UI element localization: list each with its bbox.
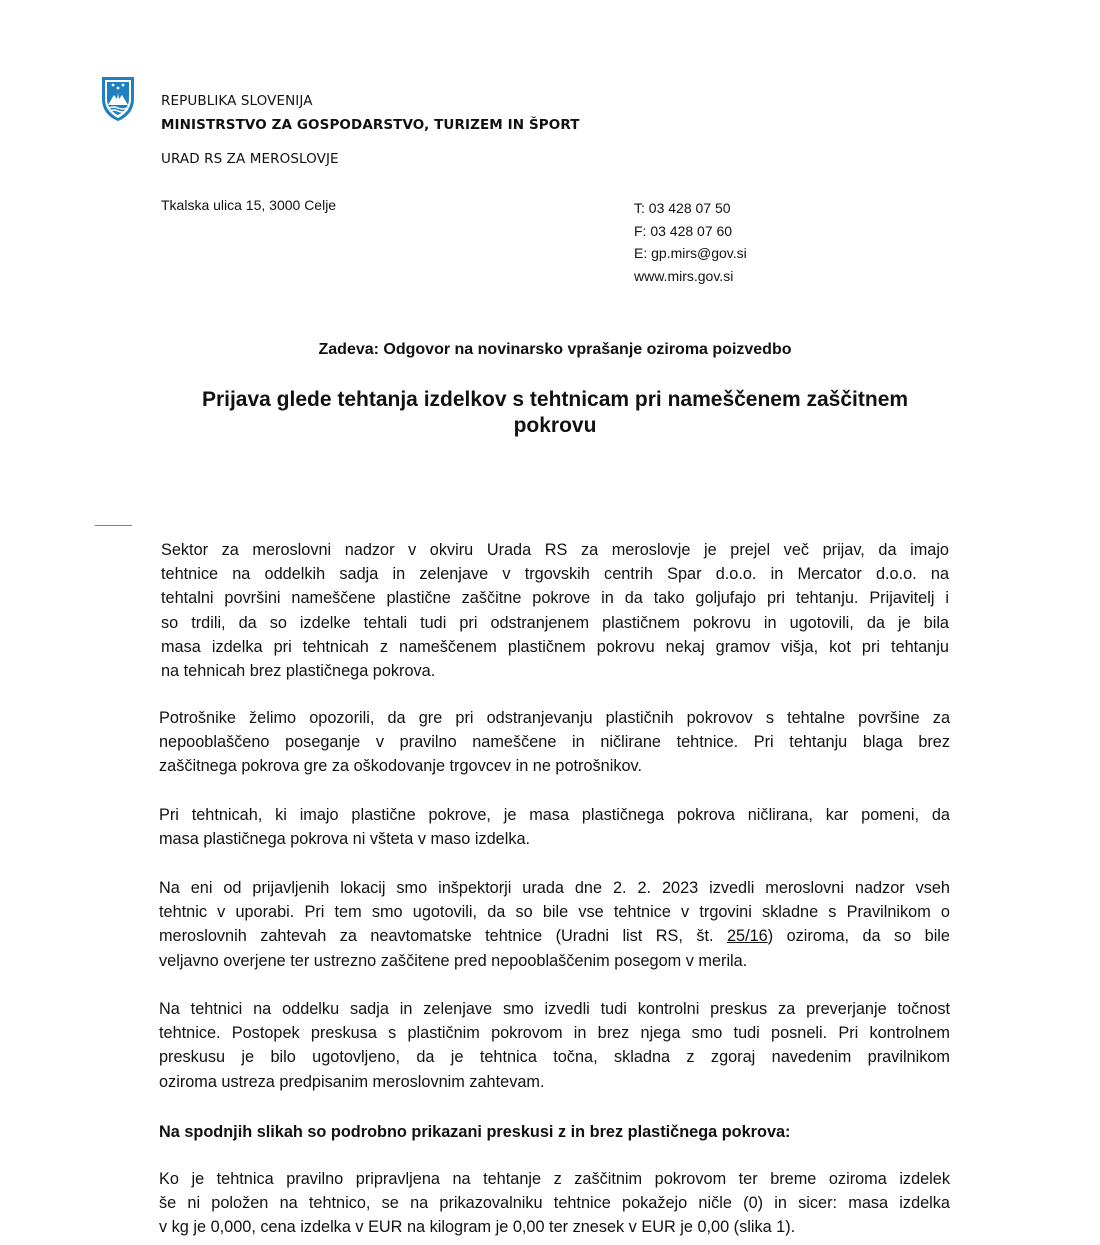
- text-line: Potrošnike želimo opozorili, da gre pri odstranjevanju plastičnih pokrovov s tehtalne površine za: [159, 709, 950, 727]
- fax-number: F: 03 428 07 60: [634, 222, 733, 239]
- website-url[interactable]: www.mirs.gov.si: [634, 267, 734, 284]
- text-line: tehtnice na oddelkih sadja in zelenjave v trgovskih centrih Spar d.o.o. in Mercator d.o.o. na: [161, 565, 949, 584]
- text-line: v kg je 0,000, cena izdelka v EUR na kilogram je 0,00 ter znesek v EUR je 0,00 (slika 1).: [159, 1218, 796, 1237]
- phone-number: T: 03 428 07 50: [634, 200, 731, 216]
- text-line: tehtalni površini nameščene plastične zaščitne pokrove in da tako goljufajo pri tehtanju. Prijavitelj i: [161, 589, 949, 608]
- postal-address: Tkalska ulica 15, 3000 Celje: [161, 197, 337, 213]
- contact-block: [634, 197, 747, 287]
- paragraph-intro: [161, 538, 949, 683]
- text-segment: meroslovnih zahtevah za neavtomatske tehtnice (Uradni list RS, št.: [159, 927, 727, 946]
- text-line: [159, 924, 950, 948]
- subject-line: Zadeva: Odgovor na novinarsko vprašanje oziroma poizvedbo: [318, 341, 792, 358]
- text-line: masa plastičnega pokrova ni všteta v maso izdelka.: [159, 830, 531, 849]
- paragraph-control-test: [159, 997, 950, 1094]
- text-line: Sektor za meroslovni nadzor v okviru Urada RS za meroslovje je prejel več prijav, da imajo: [161, 541, 949, 559]
- images-intro-heading: Na spodnjih slikah so podrobno prikazani preskusi z in brez plastičnega pokrova:: [159, 1123, 791, 1141]
- paragraph-procedure: [159, 1167, 950, 1240]
- text-line: Na eni od prijavljenih lokacij smo inšpektorji urada dne 2. 2. 2023 izvedli meroslovni nadzor vseh: [159, 879, 950, 897]
- text-line: tehtnice. Postopek preskusa s plastičnim pokrovom in brez njega smo tudi posneli. Pri kontrolnem: [159, 1024, 950, 1043]
- text-line: Na tehtnici na oddelku sadja in zelenjave smo izvedli tudi kontrolni preskus za preverjanje točnost: [159, 1000, 950, 1018]
- title-line: pokrovu: [513, 414, 597, 437]
- text-line: na tehnicah brez plastičnega pokrova.: [161, 662, 436, 681]
- text-line: tehtnic v uporabi. Pri tem smo ugotovili, da so bile vse tehtnice v trgovini skladne s Pravilnikom o: [159, 903, 950, 922]
- coat-of-arms-logo: [100, 75, 136, 123]
- regulation-link[interactable]: 25/16: [726, 927, 768, 946]
- text-line: Pri tehtnicah, ki imajo plastične pokrove, je masa plastičnega pokrova ničlirana, kar pomeni, da: [159, 806, 950, 824]
- text-line: oziroma ustreza predpisanim meroslovnim zahtevam.: [159, 1072, 545, 1091]
- text-line: masa izdelka pri tehtnicah z nameščenem plastičnem pokrovu nekaj gramov višja, kot pri tehtanju: [161, 637, 949, 656]
- office-name: URAD RS ZA MEROSLOVJE: [161, 151, 339, 167]
- text-line: so trdili, da so izdelke tehtali tudi pri odstranjenem plastičnem pokrovu in ugotovili, da je bila: [161, 613, 949, 632]
- text-line: Ko je tehtnica pravilno pripravljena na tehtanje z zaščitnim pokrovom ter breme oziroma izdelek: [159, 1170, 950, 1188]
- text-segment: ) oziroma, da so bile: [767, 927, 950, 946]
- divider-rule: [95, 525, 132, 526]
- document-title: [170, 387, 940, 439]
- email-address[interactable]: E: gp.mirs@gov.si: [634, 245, 747, 261]
- text-line: nepooblaščeno poseganje v pravilno nameščene in ničlirane tehtnice. Pri tehtanju blaga brez: [159, 733, 950, 752]
- title-line: Prijava glede tehtanja izdelkov s tehtnicam pri nameščenem zaščitnem: [201, 388, 909, 411]
- country-name: REPUBLIKA SLOVENIJA: [161, 93, 313, 109]
- text-line: preskusu je bilo ugotovljeno, da je tehtnica točna, skladna z zgoraj navedenim pravilnikom: [159, 1048, 950, 1067]
- paragraph-warning: [159, 706, 950, 779]
- text-line: veljavno overjene ter ustrezno zaščitene pred nepooblaščenim posegom v merila.: [159, 951, 748, 970]
- ministry-name: MINISTRSTVO ZA GOSPODARSTVO, TURIZEM IN ŠPORT: [161, 117, 580, 133]
- text-line: zaščitnega pokrova gre za oškodovanje trgovcev in ne potrošnikov.: [159, 757, 642, 776]
- paragraph-tare: [159, 803, 950, 851]
- paragraph-inspection: [159, 876, 950, 973]
- text-line: še ni položen na tehtnico, se na prikazovalniku tehtnice pokažejo ničle (0) in sicer: masa izdelka: [159, 1194, 950, 1213]
